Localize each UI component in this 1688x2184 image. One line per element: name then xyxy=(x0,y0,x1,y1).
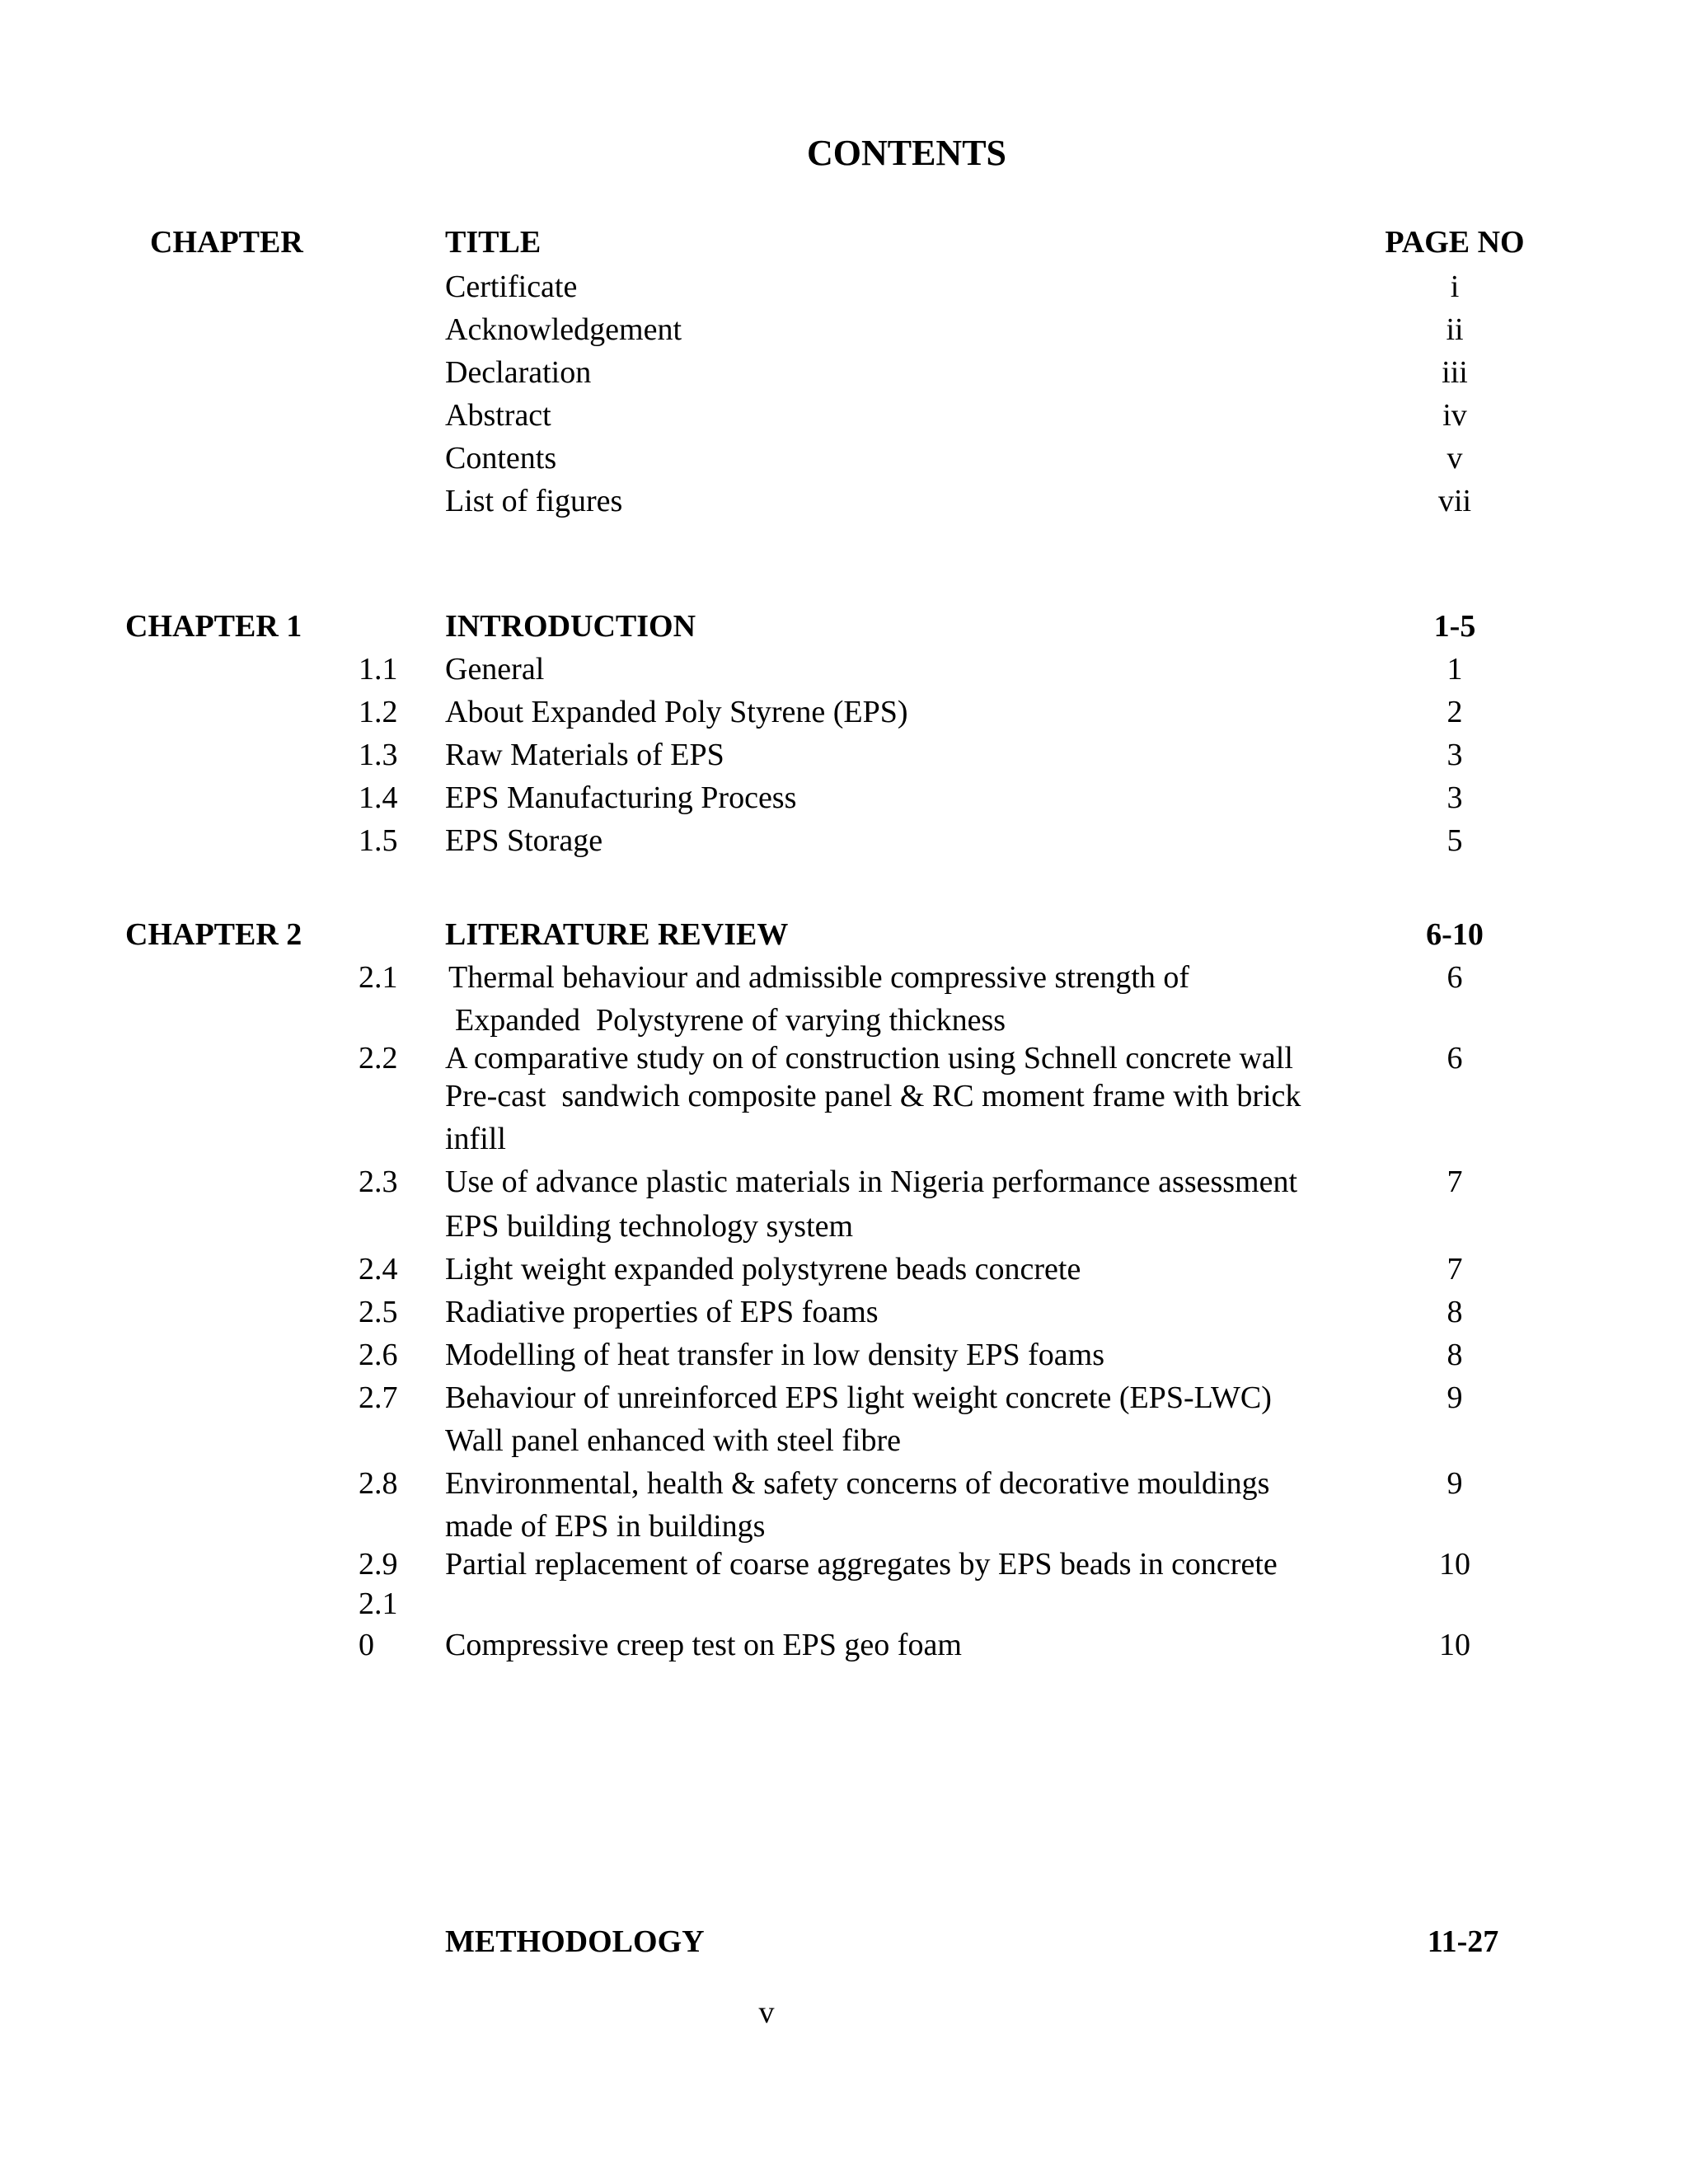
chapter-label: CHAPTER 1 xyxy=(125,609,302,644)
section-number: 1.2 xyxy=(359,695,398,729)
section-number: 1.1 xyxy=(359,652,398,687)
page-number: v xyxy=(758,1995,775,2030)
chapter-label: CHAPTER 2 xyxy=(125,917,302,952)
entry-page: 10 xyxy=(1439,1628,1470,1662)
entry-page: 7 xyxy=(1447,1165,1463,1199)
toc-entry xyxy=(0,691,1688,733)
entry-title: Acknowledgement xyxy=(445,312,682,347)
column-page-no: PAGE NO xyxy=(1385,225,1525,260)
toc-entry-continued xyxy=(0,1205,1688,1248)
toc-entry xyxy=(0,1543,1688,1586)
chapter-heading xyxy=(0,1920,1688,1963)
entry-page: 6 xyxy=(1447,960,1463,995)
section-number: 0 xyxy=(359,1628,374,1662)
chapter-title: INTRODUCTION xyxy=(445,609,696,644)
chapter-title: LITERATURE REVIEW xyxy=(445,917,789,952)
entry-title: Environmental, health & safety concerns of decorative mouldings xyxy=(445,1466,1270,1501)
toc-entry xyxy=(0,733,1688,776)
entry-page: iv xyxy=(1442,398,1467,433)
entry-title: About Expanded Poly Styrene (EPS) xyxy=(445,695,908,729)
toc-entry xyxy=(0,1333,1688,1376)
toc-entry xyxy=(0,1376,1688,1419)
entry-page: iii xyxy=(1442,355,1468,390)
entry-page: 3 xyxy=(1447,780,1463,815)
chapter-heading xyxy=(0,605,1688,648)
toc-entry xyxy=(0,648,1688,691)
toc-entry xyxy=(0,480,1688,523)
toc-entry xyxy=(0,308,1688,351)
section-number: 2.7 xyxy=(359,1380,398,1415)
entry-page: 10 xyxy=(1439,1547,1470,1582)
section-number: 2.3 xyxy=(359,1165,398,1199)
section-number: 2.5 xyxy=(359,1295,398,1329)
toc-entry xyxy=(0,1248,1688,1291)
entry-title: made of EPS in buildings xyxy=(445,1509,766,1544)
entry-title: General xyxy=(445,652,545,687)
toc-entry xyxy=(0,351,1688,394)
entry-title: infill xyxy=(445,1122,506,1156)
toc-entry-continued xyxy=(0,1624,1688,1666)
toc-entry xyxy=(0,776,1688,819)
entry-title: Abstract xyxy=(445,398,551,433)
entry-title: Radiative properties of EPS foams xyxy=(445,1295,879,1329)
toc-entry xyxy=(0,1291,1688,1333)
section-number: 2.6 xyxy=(359,1338,398,1372)
chapter-pages: 6-10 xyxy=(1426,917,1484,952)
entry-title: EPS Storage xyxy=(445,823,603,858)
entry-page: 3 xyxy=(1447,738,1463,772)
toc-entry xyxy=(0,437,1688,480)
column-chapter: CHAPTER xyxy=(150,225,303,260)
section-number: 2.9 xyxy=(359,1547,398,1582)
toc-entry-continued xyxy=(0,1118,1688,1160)
entry-page: v xyxy=(1447,441,1463,476)
entry-page: i xyxy=(1450,269,1460,304)
section-number: 1.3 xyxy=(359,738,398,772)
section-number: 1.5 xyxy=(359,823,398,858)
column-headers xyxy=(0,221,1688,264)
page-title: CONTENTS xyxy=(806,133,1007,173)
toc-entry-continued xyxy=(0,1419,1688,1462)
entry-title: Pre-cast sandwich composite panel & RC moment frame with brick xyxy=(445,1079,1301,1113)
entry-title: EPS building technology system xyxy=(445,1209,854,1244)
entry-title: Light weight expanded polystyrene beads concrete xyxy=(445,1252,1081,1286)
chapter-pages: 1-5 xyxy=(1433,609,1476,644)
chapter-heading xyxy=(0,913,1688,956)
entry-title: Certificate xyxy=(445,269,578,304)
section-number: 2.1 xyxy=(359,1586,398,1621)
toc-entry-continued xyxy=(0,999,1688,1042)
entry-title: Expanded Polystyrene of varying thickness xyxy=(455,1003,1006,1038)
toc-entry xyxy=(0,819,1688,862)
section-number: 2.1 xyxy=(359,960,398,995)
entry-title: Modelling of heat transfer in low density EPS foams xyxy=(445,1338,1104,1372)
entry-page: 2 xyxy=(1447,695,1463,729)
toc-entry xyxy=(0,1037,1688,1080)
toc-entry xyxy=(0,1582,1688,1625)
entry-title: Thermal behaviour and admissible compressive strength of xyxy=(448,960,1190,995)
entry-title: Contents xyxy=(445,441,557,476)
section-number: 2.2 xyxy=(359,1041,398,1076)
toc-entry xyxy=(0,1160,1688,1203)
entry-page: ii xyxy=(1446,312,1464,347)
entry-title: Wall panel enhanced with steel fibre xyxy=(445,1423,901,1458)
toc-entry xyxy=(0,265,1688,308)
entry-title: Use of advance plastic materials in Nigeria performance assessment xyxy=(445,1165,1298,1199)
entry-title: Compressive creep test on EPS geo foam xyxy=(445,1628,962,1662)
section-number: 2.4 xyxy=(359,1252,398,1286)
entry-page: 9 xyxy=(1447,1466,1463,1501)
toc-entry-continued xyxy=(0,1505,1688,1548)
entry-title: EPS Manufacturing Process xyxy=(445,780,797,815)
entry-page: 9 xyxy=(1447,1380,1463,1415)
chapter-pages: 11-27 xyxy=(1427,1924,1499,1959)
toc-entry xyxy=(0,956,1688,999)
toc-entry xyxy=(0,1462,1688,1505)
entry-title: List of figures xyxy=(445,484,623,518)
entry-page: 6 xyxy=(1447,1041,1463,1076)
section-number: 2.8 xyxy=(359,1466,398,1501)
entry-page: vii xyxy=(1437,484,1472,518)
entry-title: Declaration xyxy=(445,355,592,390)
toc-entry-continued xyxy=(0,1075,1688,1118)
chapter-title: METHODOLOGY xyxy=(445,1924,705,1959)
entry-page: 8 xyxy=(1447,1295,1463,1329)
entry-title: Partial replacement of coarse aggregates by EPS beads in concrete xyxy=(445,1547,1278,1582)
entry-title: Behaviour of unreinforced EPS light weight concrete (EPS-LWC) xyxy=(445,1380,1272,1415)
toc-entry xyxy=(0,394,1688,437)
entry-title: A comparative study on of construction using Schnell concrete wall xyxy=(445,1041,1293,1076)
entry-title: Raw Materials of EPS xyxy=(445,738,724,772)
entry-page: 1 xyxy=(1447,652,1463,687)
column-title: TITLE xyxy=(445,225,542,260)
section-number: 1.4 xyxy=(359,780,398,815)
entry-page: 8 xyxy=(1447,1338,1463,1372)
entry-page: 7 xyxy=(1447,1252,1463,1286)
entry-page: 5 xyxy=(1447,823,1463,858)
